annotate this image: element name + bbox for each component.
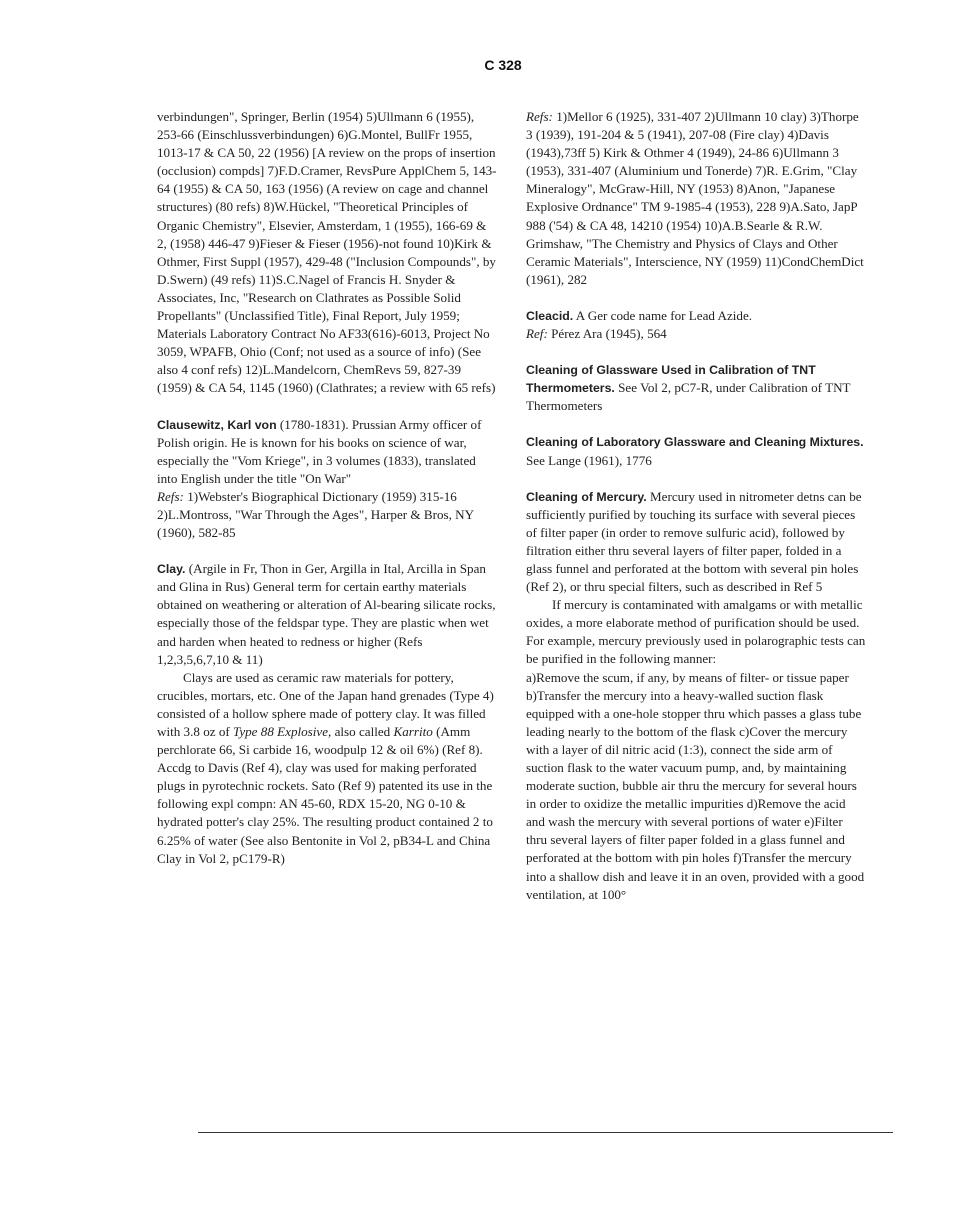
clay-refs [526,108,866,289]
cleacid-ref [526,325,866,343]
clay-refs-text: 1)Mellor 6 (1925), 331-407 2)Ullmann 10 clay) 3)Thorpe 3 (1939), 191-204 & 5 (1941), 207-08 (Fire clay) 4)Davis (1943),73ff 5) Kirk & Othmer 4 (1949), 24-86 6)Ullmann 3 (1953), 331-407 (Aluminium und Tonerde) 7)R. E.Grim, "Clay Mineralogy", McGraw-Hill, NY (1953) 8)Anon, "Japanese Explosive Ordnance" TM 9-1985-4 (1953), 228 9)A.Sato, JapP 988 ('54) & CA 48, 14210 (1954) 10)A.B.Searle & R.W. Grimshaw, "The Chemistry and Physics of Clays and Other Ceramic Materials", Interscience, NY (1959) 11)CondChemDict (1961), 282 [526,109,864,287]
ref-label: Ref: [526,326,548,342]
clay-para2-text: Clays are used as ceramic raw materials for pottery, crucibles, mortars, etc. One of the Japan hand grenades (Type 4) consisted of a hollow sphere made of pottery clay. It was filled with 3.8 oz of [157,669,494,739]
footer-rule [198,1132,893,1133]
clay-para2-text-b: also called [334,724,391,739]
clausewitz-refs-text: 1)Webster's Biographical Dictionary (1959) 315-16 2)L.Montross, "War Through the Ages", Harper & Bros, NY (1960), 582-85 [157,488,474,541]
clausewitz-entry [157,416,497,488]
clay-paragraph-2 [157,669,497,868]
clay-heading: Clay. [157,562,186,577]
mercury-steps: a)Remove the scum, if any, by means of filter- or tissue paper b)Transfer the mercury into a heavy-walled suction flask equipped with a one-hole stopper thru which passes a glass tube leading nearly to the bottom of the flask c)Cover the mercury with a layer of dil nitric acid (1:3), connect the side arm of suction flask to the water vacuum pump, and, by maintaining moderate suction, bubble air thru the mercury for several hours in order to oxidize the metallic impurities d)Remove the acid and wash the mercury with several portions of water e)Filter thru several layers of filter paper folded in a glass funnel and perforated at the bottom with pin holes f)Transfer the mercury into a shallow dish and leave it in an oven, provided with a good ventilation, at 100° [526,669,865,902]
page-number: C 328 [484,57,522,73]
glassware-tnt-body: See Vol 2, pC7-R, under Calibration of TNT Thermometers [526,380,851,414]
glassware-tnt-entry [526,361,866,415]
clay-para2-text-c: (Amm perchlorate 66, Si carbide 16, woodpulp 12 & oil 6%) (Ref 8). Accdg to Davis (Ref 4), clay was used for making perforated plugs in pyrotechnic rockets. Sato (Ref 9) patented its use in the following expl compn: AN 45-60, RDX 15-20, NG 0-10 & hydrated potter's clay 25%. The resulting product contained 2 to 6.25% of water (See also Bentonite in Vol 2, pB34-L and China Clay in Vol 2, pC179-R) [157,724,493,866]
refs-label: Refs: [157,488,184,504]
type-88-explosive: Type 88 Explosive, [233,724,332,739]
right-column [526,108,866,904]
karrito: Karrito [393,724,433,739]
cleacid-body: A Ger code name for Lead Azide. [575,307,753,323]
clay-body: (Argile in Fr, Thon in Ger, Argilla in Ital, Arcilla in Span and Glina in Rus) General term for certain earthy materials obtained on weathering or alteration of Al-bearing silicate rocks, especially those of the feldspar type. They are plastic when wet and harden when heated to redness or higher (Refs 1,2,3,5,6,7,10 & 11) [157,561,496,667]
clausewitz-refs [157,488,497,542]
cleacid-heading: Cleacid. [526,308,574,323]
lab-glassware-heading: Cleaning of Laboratory Glassware and Cleaning Mixtures. [526,435,864,450]
lab-glassware-body: See Lange (1961), 1776 [526,452,652,468]
mercury-heading: Cleaning of Mercury. [526,489,647,504]
left-column [157,108,497,868]
cleacid-ref-text: Pérez Ara (1945), 564 [551,326,667,342]
mercury-body: Mercury used in nitrometer detns can be sufficiently purified by touching its surface with several pieces of filter paper (in order to remove sulfuric acid), followed by filtration either thru several layers of filter paper, folded in a glass funnel and perforated at the bottom with several pin holes (Ref 2), or thru special filters, such as described in Ref 5 [526,488,862,595]
mercury-entry [526,488,866,597]
mercury-paragraph-2: If mercury is contaminated with amalgams or with metallic oxides, a more elaborate method of purification should be used. For example, mercury previously used in polarographic tests can be purified in the following manner: [526,597,866,667]
clausewitz-body: (1780-1831). Prussian Army officer of Polish origin. He is known for his books on science of war, especially the "Vom Kriege", in 3 volumes (1833), translated into English under the title "On War" [157,416,482,486]
inclusion-compounds-refs: verbindungen", Springer, Berlin (1954) 5)Ullmann 6 (1955), 253-66 (Einschlussverbindungen) 6)G.Montel, BullFr 1955, 1013-17 & CA 50, 22 (1956) [A review on the props of insertion (occlusion) compds] 7)F.D.Cramer, RevsPure ApplChem 5, 143-64 (1955) & CA 50, 163 (1956) (A review on cage and channel structures) (80 refs) 8)W.Hückel, "Theoretical Principles of Organic Chemistry", Elsevier, Amsterdam, 1 (1955), 166-69 & 2, (1958) 446-47 9)Fieser & Fieser (1956)-not found 10)Kirk & Othmer, First Suppl (1957), 429-48 ("Inclusion Compounds", by D.Swern) (49 refs) 11)S.C.Nagel of Francis H. Snyder & Associates, Inc, "Research on Clathrates as Possible Solid Propellants" (Unclassified Title), Final Report, July 1959; Materials Laboratory Contract No AF33(616)-6013, Project No 3059, WPAFB, Ohio (Conf; not used as a source of info) (See also 4 conf refs) 12)L.Mandelcorn, ChemRevs 59, 827-39 (1959) & CA 54, 1145 (1960) (Clathrates; a review with 65 refs) [157,109,497,396]
clay-entry [157,560,497,669]
cleacid-entry [526,307,866,325]
lab-glassware-entry [526,433,866,469]
glassware-tnt-heading: Cleaning of Glassware Used in Calibration of TNT Thermometers. [526,363,816,396]
clausewitz-heading: Clausewitz, Karl von [157,417,277,432]
refs-label: Refs: [526,109,553,124]
